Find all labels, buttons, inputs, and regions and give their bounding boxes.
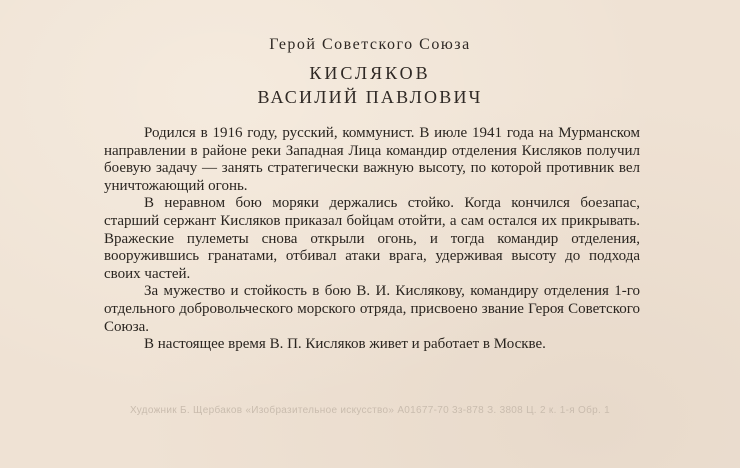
biography-paragraph: В настоящее время В. П. Кисляков живет и работает в Москве. bbox=[144, 336, 546, 353]
biography-paragraph: За мужество и стойкость в бою В. И. Кислякову, командиру отделения 1-го отдельного добровольческого морского отряда, присвоено звание Героя Советского Союза. bbox=[104, 283, 640, 335]
hero-surname: КИСЛЯКОВ bbox=[309, 63, 431, 83]
biography-paragraph: Родился в 1916 году, русский, коммунист. В июле 1941 года на Мурманском направлении в районе реки Западная Лица командир отделения Кисляков получил боевую задачу — занять стратегически важную высоту, по которой противник вел уничтожающий огонь. bbox=[104, 125, 640, 194]
biography-text bbox=[104, 125, 640, 354]
publisher-imprint: Художник Б. Щербаков «Изобразительное искусство» А01677-70 3з-878 З. 3808 Ц. 2 к. 1-я Обр. 1 bbox=[129, 405, 611, 416]
biography-paragraph: В неравном бою моряки держались стойко. Когда кончился боезапас, старший сержант Кисляков приказал бойцам отойти, а сам остался их прикрывать. Вражеские пулеметы снова открыли огонь, и тогда командир отделения, вооружившись гранатами, отбивал атаки врага, удерживая высоту до подхода своих частей. bbox=[104, 195, 640, 282]
hero-title-subtitle: Герой Советского Союза bbox=[269, 36, 471, 53]
hero-given-names: ВАСИЛИЙ ПАВЛОВИЧ bbox=[257, 87, 483, 107]
